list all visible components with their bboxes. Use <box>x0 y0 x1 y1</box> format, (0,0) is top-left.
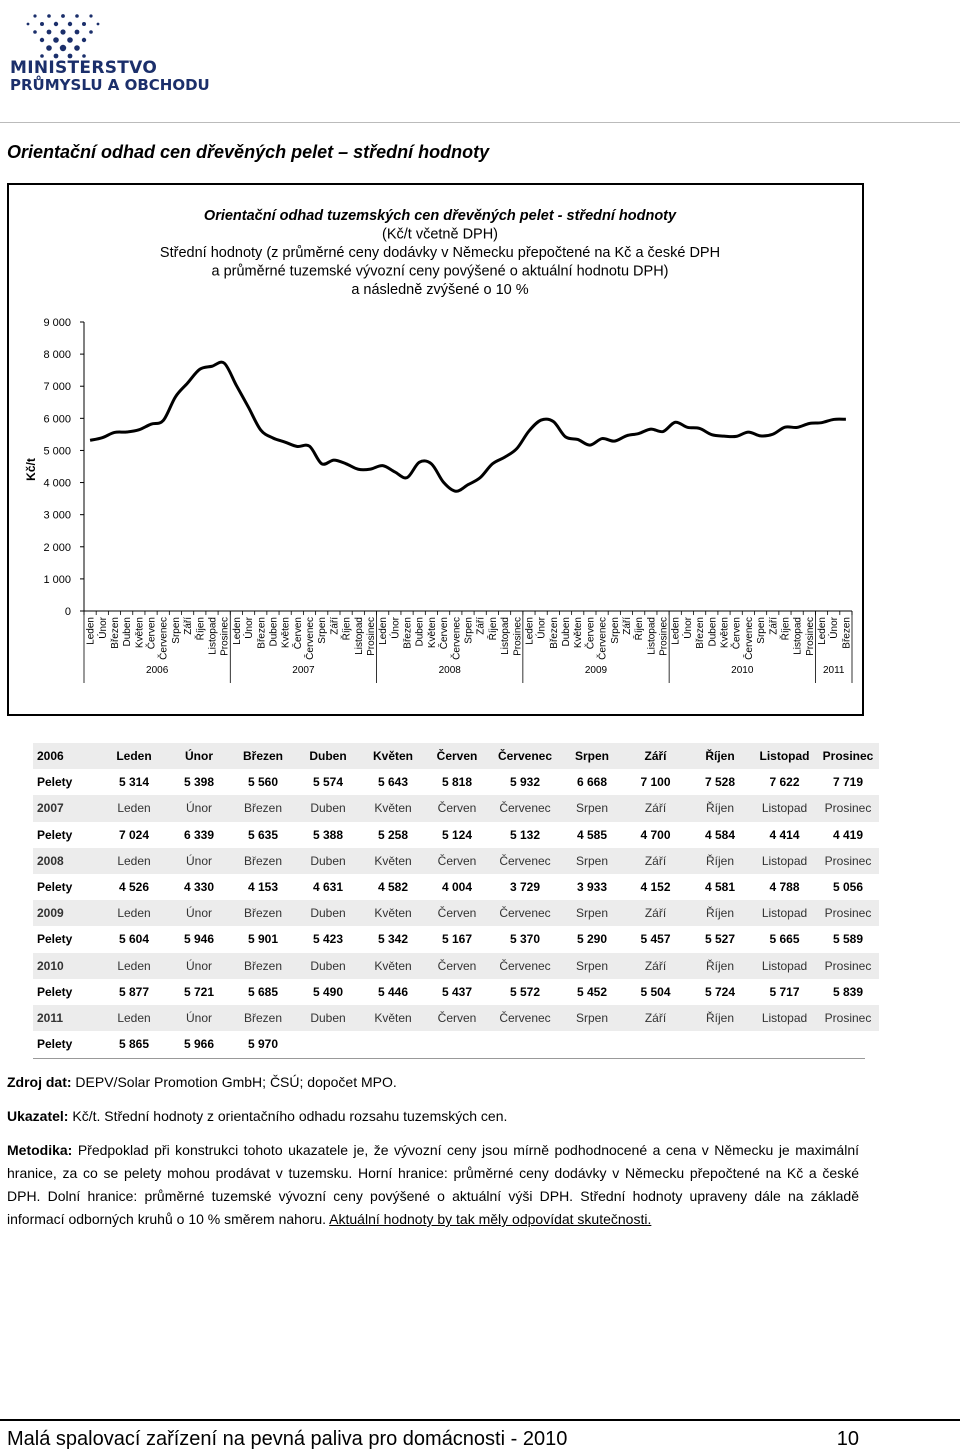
table-month-cell: Prosinec <box>817 953 879 979</box>
x-month-label: Leden <box>231 617 243 645</box>
table-value-cell: 7 528 <box>704 775 736 790</box>
table-month-cell: Červenec <box>489 953 561 979</box>
table-value-cell <box>295 1031 361 1057</box>
table-value-cell: 7 719 <box>832 775 864 790</box>
price-table <box>33 743 879 1057</box>
x-month-label: Září <box>329 617 341 635</box>
table-month-cell: Leden <box>101 743 167 769</box>
table-row-label: Pelety <box>37 827 73 842</box>
table-value-cell: 5 258 <box>377 827 409 842</box>
table-value-cell: 4 153 <box>247 880 279 895</box>
table-month-cell: Září <box>623 900 688 926</box>
table-value-cell <box>752 1031 817 1057</box>
table-bottom-rule <box>33 1058 865 1059</box>
x-month-label: Září <box>183 617 195 635</box>
x-month-label: Prosinec <box>658 617 670 656</box>
series-line-pelety <box>90 362 846 491</box>
table-value-cell: 3 933 <box>576 880 608 895</box>
table-value-row <box>33 822 879 848</box>
x-month-label: Červenec <box>597 617 609 660</box>
table-value-cell: 5 932 <box>509 775 541 790</box>
table-month-cell: Červenec <box>489 743 561 769</box>
table-value-cell <box>817 1031 879 1057</box>
table-value-cell: 4 152 <box>640 880 671 895</box>
y-tick-label: 5 000 <box>43 445 71 458</box>
x-year-label: 2011 <box>822 665 845 676</box>
x-month-label: Červenec <box>451 617 463 660</box>
table-month-cell: Říjen <box>688 1005 752 1031</box>
table-value-row <box>33 874 879 900</box>
table-value-cell: 7 024 <box>118 827 150 842</box>
x-month-label: Listopad <box>353 617 365 655</box>
table-month-header-row <box>33 848 879 874</box>
table-value-row <box>33 1031 879 1057</box>
table-value-row <box>33 979 879 1005</box>
table-month-cell: Září <box>623 795 688 821</box>
table-month-cell: Prosinec <box>817 1005 879 1031</box>
table-value-cell: 3 729 <box>509 880 541 895</box>
y-tick-label: 7 000 <box>43 381 71 394</box>
x-month-label: Prosinec <box>365 617 377 656</box>
table-month-cell: Květen <box>361 953 425 979</box>
x-month-label: Listopad <box>207 617 219 655</box>
x-month-label: Srpen <box>756 617 768 644</box>
table-value-cell: 5 504 <box>640 984 671 999</box>
table-month-header-row <box>33 1005 879 1031</box>
table-value-cell: 4 582 <box>377 880 409 895</box>
table-value-cell: 4 700 <box>640 827 671 842</box>
x-month-label: Duben <box>122 617 134 647</box>
table-value-cell: 5 132 <box>509 827 541 842</box>
table-month-cell: Únor <box>167 743 231 769</box>
table-month-header-row <box>33 953 879 979</box>
x-month-label: Duben <box>707 617 719 647</box>
y-tick-label: 6 000 <box>43 413 71 426</box>
table-month-cell: Srpen <box>561 1005 623 1031</box>
table-row-label: Pelety <box>37 775 73 790</box>
table-value-cell: 5 370 <box>509 932 541 947</box>
x-month-label: Leden <box>85 617 97 645</box>
table-value-cell: 4 526 <box>118 880 150 895</box>
table-value-cell: 5 604 <box>118 932 150 947</box>
x-month-label: Srpen <box>463 617 475 644</box>
table-value-cell: 6 668 <box>576 775 608 790</box>
table-value-cell: 4 584 <box>704 827 736 842</box>
table-month-cell: Červenec <box>489 795 561 821</box>
table-month-cell: Duben <box>295 743 361 769</box>
x-month-label: Listopad <box>646 617 658 655</box>
table-month-cell: Říjen <box>688 795 752 821</box>
table-month-cell: Březen <box>231 1005 295 1031</box>
table-month-header-row <box>33 900 879 926</box>
table-month-cell: Červen <box>425 900 489 926</box>
x-month-label: Listopad <box>500 617 512 655</box>
table-value-cell: 5 724 <box>704 984 736 999</box>
y-axis-label: Kč/t <box>24 458 38 481</box>
table-value-cell <box>688 1031 752 1057</box>
table-value-cell: 5 527 <box>704 932 736 947</box>
x-month-label: Srpen <box>317 617 329 644</box>
table-month-cell: Září <box>623 1005 688 1031</box>
x-month-label: Prosinec <box>512 617 524 656</box>
y-tick-label: 2 000 <box>43 541 71 554</box>
table-month-cell: Květen <box>361 743 425 769</box>
table-value-cell: 4 788 <box>769 880 800 895</box>
table-value-cell: 5 388 <box>312 827 344 842</box>
footer-rule <box>0 1419 960 1421</box>
x-year-label: 2008 <box>438 665 461 676</box>
table-month-header-row <box>33 743 879 769</box>
table-month-cell: Leden <box>101 1005 167 1031</box>
x-month-label: Únor <box>682 617 694 639</box>
x-month-label: Květen <box>573 617 585 649</box>
table-month-cell: Srpen <box>561 743 623 769</box>
table-month-cell: Únor <box>167 1005 231 1031</box>
table-month-cell: Srpen <box>561 848 623 874</box>
x-month-label: Březen <box>548 617 560 649</box>
x-month-label: Říjen <box>634 617 646 641</box>
table-value-cell: 5 342 <box>377 932 409 947</box>
table-row-label: Pelety <box>37 984 73 999</box>
header-divider <box>0 122 960 123</box>
indicator-label: Ukazatel: <box>7 1108 69 1124</box>
table-value-cell: 5 452 <box>576 984 608 999</box>
table-month-cell: Leden <box>101 900 167 926</box>
table-value-cell <box>623 1031 688 1057</box>
table-month-cell: Březen <box>231 743 295 769</box>
indicator-note <box>7 1105 859 1128</box>
table-value-cell: 5 398 <box>183 775 215 790</box>
x-month-label: Listopad <box>792 617 804 655</box>
table-month-cell: Únor <box>167 848 231 874</box>
x-month-label: Červen <box>439 617 451 650</box>
table-value-cell: 5 717 <box>769 984 800 999</box>
logo-line-1: MINISTERSTVO <box>10 58 158 78</box>
table-value-cell: 5 490 <box>312 984 344 999</box>
table-value-cell: 5 946 <box>183 932 215 947</box>
x-month-label: Březen <box>695 617 707 649</box>
table-month-cell: Červenec <box>489 1005 561 1031</box>
method-note <box>7 1139 859 1231</box>
x-month-label: Září <box>621 617 633 635</box>
table-value-cell: 5 423 <box>312 932 344 947</box>
table-month-cell: Červen <box>425 795 489 821</box>
table-month-cell: Červen <box>425 1005 489 1031</box>
table-value-cell <box>361 1031 425 1057</box>
x-month-label: Říjen <box>341 617 353 641</box>
chart-title-line: (Kč/t včetně DPH) <box>381 226 499 243</box>
table-value-cell: 4 419 <box>832 827 864 842</box>
table-month-cell: Leden <box>101 953 167 979</box>
table-month-cell: Srpen <box>561 900 623 926</box>
table-value-cell: 5 665 <box>769 932 800 947</box>
table-row-label: Pelety <box>37 880 73 895</box>
y-tick-label: 1 000 <box>43 573 71 586</box>
x-month-label: Červen <box>146 617 158 650</box>
table-value-cell: 5 446 <box>377 984 409 999</box>
table-value-cell: 4 581 <box>704 880 736 895</box>
table-value-cell: 5 457 <box>640 932 671 947</box>
table-year-cell: 2009 <box>33 900 101 926</box>
table-value-cell: 4 585 <box>576 827 608 842</box>
table-month-cell: Leden <box>101 795 167 821</box>
x-month-label: Červen <box>731 617 743 650</box>
table-value-row <box>33 926 879 952</box>
table-month-cell: Srpen <box>561 795 623 821</box>
table-value-cell: 6 339 <box>183 827 215 842</box>
y-tick-label: 3 000 <box>43 509 71 522</box>
table-month-cell: Červen <box>425 848 489 874</box>
x-month-label: Leden <box>817 617 829 645</box>
table-month-cell: Únor <box>167 795 231 821</box>
table-value-cell: 5 560 <box>247 775 279 790</box>
table-month-cell: Říjen <box>688 900 752 926</box>
y-tick-label: 0 <box>64 606 71 618</box>
x-month-label: Září <box>768 617 780 635</box>
table-row-label: Pelety <box>37 1037 73 1052</box>
x-month-label: Květen <box>426 617 438 649</box>
table-month-cell: Duben <box>295 848 361 874</box>
table-month-cell: Listopad <box>752 1005 817 1031</box>
table-month-cell: Září <box>623 848 688 874</box>
indicator-text: Kč/t. Střední hodnoty z orientačního odhadu rozsahu tuzemských cen. <box>68 1108 508 1124</box>
table-month-cell: Listopad <box>752 743 817 769</box>
table-year-cell: 2008 <box>33 848 101 874</box>
x-year-label: 2009 <box>584 665 608 676</box>
table-value-cell: 5 685 <box>247 984 279 999</box>
table-value-cell: 4 004 <box>441 880 473 895</box>
table-month-cell: Listopad <box>752 848 817 874</box>
x-month-label: Leden <box>524 617 536 645</box>
table-value-cell: 5 635 <box>247 827 279 842</box>
table-value-cell: 5 966 <box>183 1037 215 1052</box>
table-month-cell: Říjen <box>688 848 752 874</box>
table-value-cell: 4 631 <box>312 880 344 895</box>
x-month-label: Únor <box>536 617 548 639</box>
table-value-cell: 5 056 <box>832 880 864 895</box>
x-month-label: Květen <box>280 617 292 649</box>
table-month-cell: Prosinec <box>817 848 879 874</box>
y-tick-label: 8 000 <box>43 349 71 362</box>
table-month-cell: Říjen <box>688 953 752 979</box>
x-month-label: Květen <box>719 617 731 649</box>
table-month-cell: Listopad <box>752 953 817 979</box>
x-month-label: Srpen <box>609 617 621 644</box>
price-line-chart <box>9 185 862 714</box>
table-month-cell: Březen <box>231 900 295 926</box>
table-month-cell: Květen <box>361 848 425 874</box>
x-month-label: Červen <box>292 617 304 650</box>
table-value-cell <box>561 1031 623 1057</box>
x-month-label: Únor <box>244 617 256 639</box>
x-month-label: Červen <box>585 617 597 650</box>
x-month-label: Prosinec <box>804 617 816 656</box>
table-month-cell: Červen <box>425 953 489 979</box>
x-month-label: Květen <box>134 617 146 649</box>
table-month-header-row <box>33 795 879 821</box>
x-month-label: Únor <box>829 617 841 639</box>
table-month-cell: Květen <box>361 795 425 821</box>
table-month-cell: Červen <box>425 743 489 769</box>
page-number: 10 <box>836 1428 859 1450</box>
table-value-cell: 5 901 <box>247 932 279 947</box>
table-row-label: Pelety <box>37 932 73 947</box>
x-month-label: Červenec <box>158 617 170 660</box>
y-tick-label: 4 000 <box>43 477 71 490</box>
method-text: Předpoklad při konstrukci tohoto ukazatele je, že vývozní ceny jsou mírně podhodnocené a cena v Německu je maximální hranice, za co se pelety mohou prodávat v tuzemsku. Horní hranice: průměrné ceny dodávky v Německu přepočtené na Kč a české DPH. Dolní hranice: průměrné tuzemské vývozní ceny povýšené o aktuální výši DPH. Střední hodnoty upraveny dále na základě informací odborných kruhů o 10 % směrem nahoru. <box>7 1142 859 1227</box>
x-month-label: Březen <box>109 617 121 649</box>
table-value-cell <box>425 1031 489 1057</box>
table-value-cell: 5 839 <box>832 984 864 999</box>
logo-line-2: PRŮMYSLU A OBCHODU <box>10 76 210 94</box>
table-month-cell: Květen <box>361 900 425 926</box>
x-month-label: Srpen <box>170 617 182 644</box>
table-value-cell: 5 865 <box>118 1037 150 1052</box>
table-month-cell: Prosinec <box>817 743 879 769</box>
table-month-cell: Březen <box>231 795 295 821</box>
x-month-label: Červenec <box>305 617 317 660</box>
table-value-cell: 5 290 <box>576 932 608 947</box>
table-month-cell: Září <box>623 743 688 769</box>
method-label: Metodika: <box>7 1142 73 1158</box>
table-month-cell: Srpen <box>561 953 623 979</box>
table-value-cell: 5 572 <box>509 984 541 999</box>
table-value-cell: 5 124 <box>441 827 473 842</box>
x-month-label: Březen <box>402 617 414 649</box>
table-value-cell: 5 721 <box>183 984 215 999</box>
source-text: DEPV/Solar Promotion GmbH; ČSÚ; dopočet MPO. <box>71 1074 397 1090</box>
table-value-cell: 5 314 <box>118 775 150 790</box>
page-heading: Orientační odhad cen dřevěných pelet – střední hodnoty <box>7 142 490 162</box>
method-highlight: Aktuální hodnoty by tak měly odpovídat skutečnosti. <box>329 1211 652 1227</box>
x-month-label: Červenec <box>743 617 755 660</box>
table-month-cell: Únor <box>167 953 231 979</box>
table-month-cell: Duben <box>295 953 361 979</box>
table-value-cell: 4 330 <box>183 880 215 895</box>
table-value-cell: 5 877 <box>118 984 150 999</box>
table-month-cell: Září <box>623 953 688 979</box>
table-month-cell: Leden <box>101 848 167 874</box>
x-month-label: Únor <box>390 617 402 639</box>
table-month-cell: Prosinec <box>817 900 879 926</box>
x-month-label: Leden <box>378 617 390 645</box>
x-month-label: Duben <box>268 617 280 647</box>
table-month-cell: Říjen <box>688 743 752 769</box>
x-month-label: Říjen <box>195 617 207 641</box>
x-month-label: Březen <box>841 617 853 649</box>
x-month-label: Říjen <box>780 617 792 641</box>
chart-frame <box>7 183 864 716</box>
table-year-cell: 2006 <box>33 743 101 769</box>
table-month-cell: Duben <box>295 900 361 926</box>
footer-title: Malá spalovací zařízení na pevná paliva pro domácnosti - 2010 <box>7 1428 568 1450</box>
x-year-label: 2010 <box>731 665 754 676</box>
table-value-row <box>33 769 879 795</box>
table-month-cell: Duben <box>295 795 361 821</box>
x-month-label: Únor <box>97 617 109 639</box>
table-value-cell: 7 622 <box>769 775 800 790</box>
table-value-cell: 5 574 <box>312 775 344 790</box>
table-value-cell: 5 643 <box>377 775 409 790</box>
table-year-cell: 2011 <box>33 1005 101 1031</box>
chart-title-line: Střední hodnoty (z průměrné ceny dodávky v Německu přepočtené na Kč a české DPH <box>159 245 721 261</box>
x-month-label: Duben <box>561 617 573 647</box>
table-value-cell: 4 414 <box>769 827 800 842</box>
source-note <box>7 1071 859 1094</box>
table-value-cell: 5 167 <box>441 932 473 947</box>
table-value-cell: 5 589 <box>832 932 864 947</box>
table-month-cell: Únor <box>167 900 231 926</box>
x-month-label: Březen <box>256 617 268 649</box>
y-tick-label: 9 000 <box>43 317 71 329</box>
table-month-cell: Listopad <box>752 795 817 821</box>
table-month-cell: Květen <box>361 1005 425 1031</box>
x-month-label: Září <box>475 617 487 635</box>
table-month-cell: Listopad <box>752 900 817 926</box>
table-value-cell: 5 970 <box>247 1037 279 1052</box>
source-label: Zdroj dat: <box>7 1074 72 1090</box>
table-value-cell: 5 818 <box>441 775 473 790</box>
x-month-label: Leden <box>670 617 682 645</box>
table-year-cell: 2007 <box>33 795 101 821</box>
table-month-cell: Prosinec <box>817 795 879 821</box>
table-month-cell: Březen <box>231 848 295 874</box>
chart-title-line: Orientační odhad tuzemských cen dřevěných pelet - střední hodnoty <box>203 208 677 224</box>
chart-title-line: a průměrné tuzemské vývozní ceny povýšené o aktuální hodnotu DPH) <box>211 263 669 280</box>
table-value-cell: 5 437 <box>441 984 473 999</box>
table-year-cell: 2010 <box>33 953 101 979</box>
x-month-label: Prosinec <box>219 617 231 656</box>
x-year-label: 2006 <box>146 665 169 676</box>
table-month-cell: Březen <box>231 953 295 979</box>
table-month-cell: Červenec <box>489 848 561 874</box>
table-value-cell: 7 100 <box>640 775 671 790</box>
table-value-cell <box>489 1031 561 1057</box>
x-month-label: Říjen <box>487 617 499 641</box>
x-year-label: 2007 <box>292 665 315 676</box>
table-month-cell: Duben <box>295 1005 361 1031</box>
table-month-cell: Červenec <box>489 900 561 926</box>
chart-title-line: a následně zvýšené o 10 % <box>351 282 529 298</box>
x-month-label: Duben <box>414 617 426 647</box>
